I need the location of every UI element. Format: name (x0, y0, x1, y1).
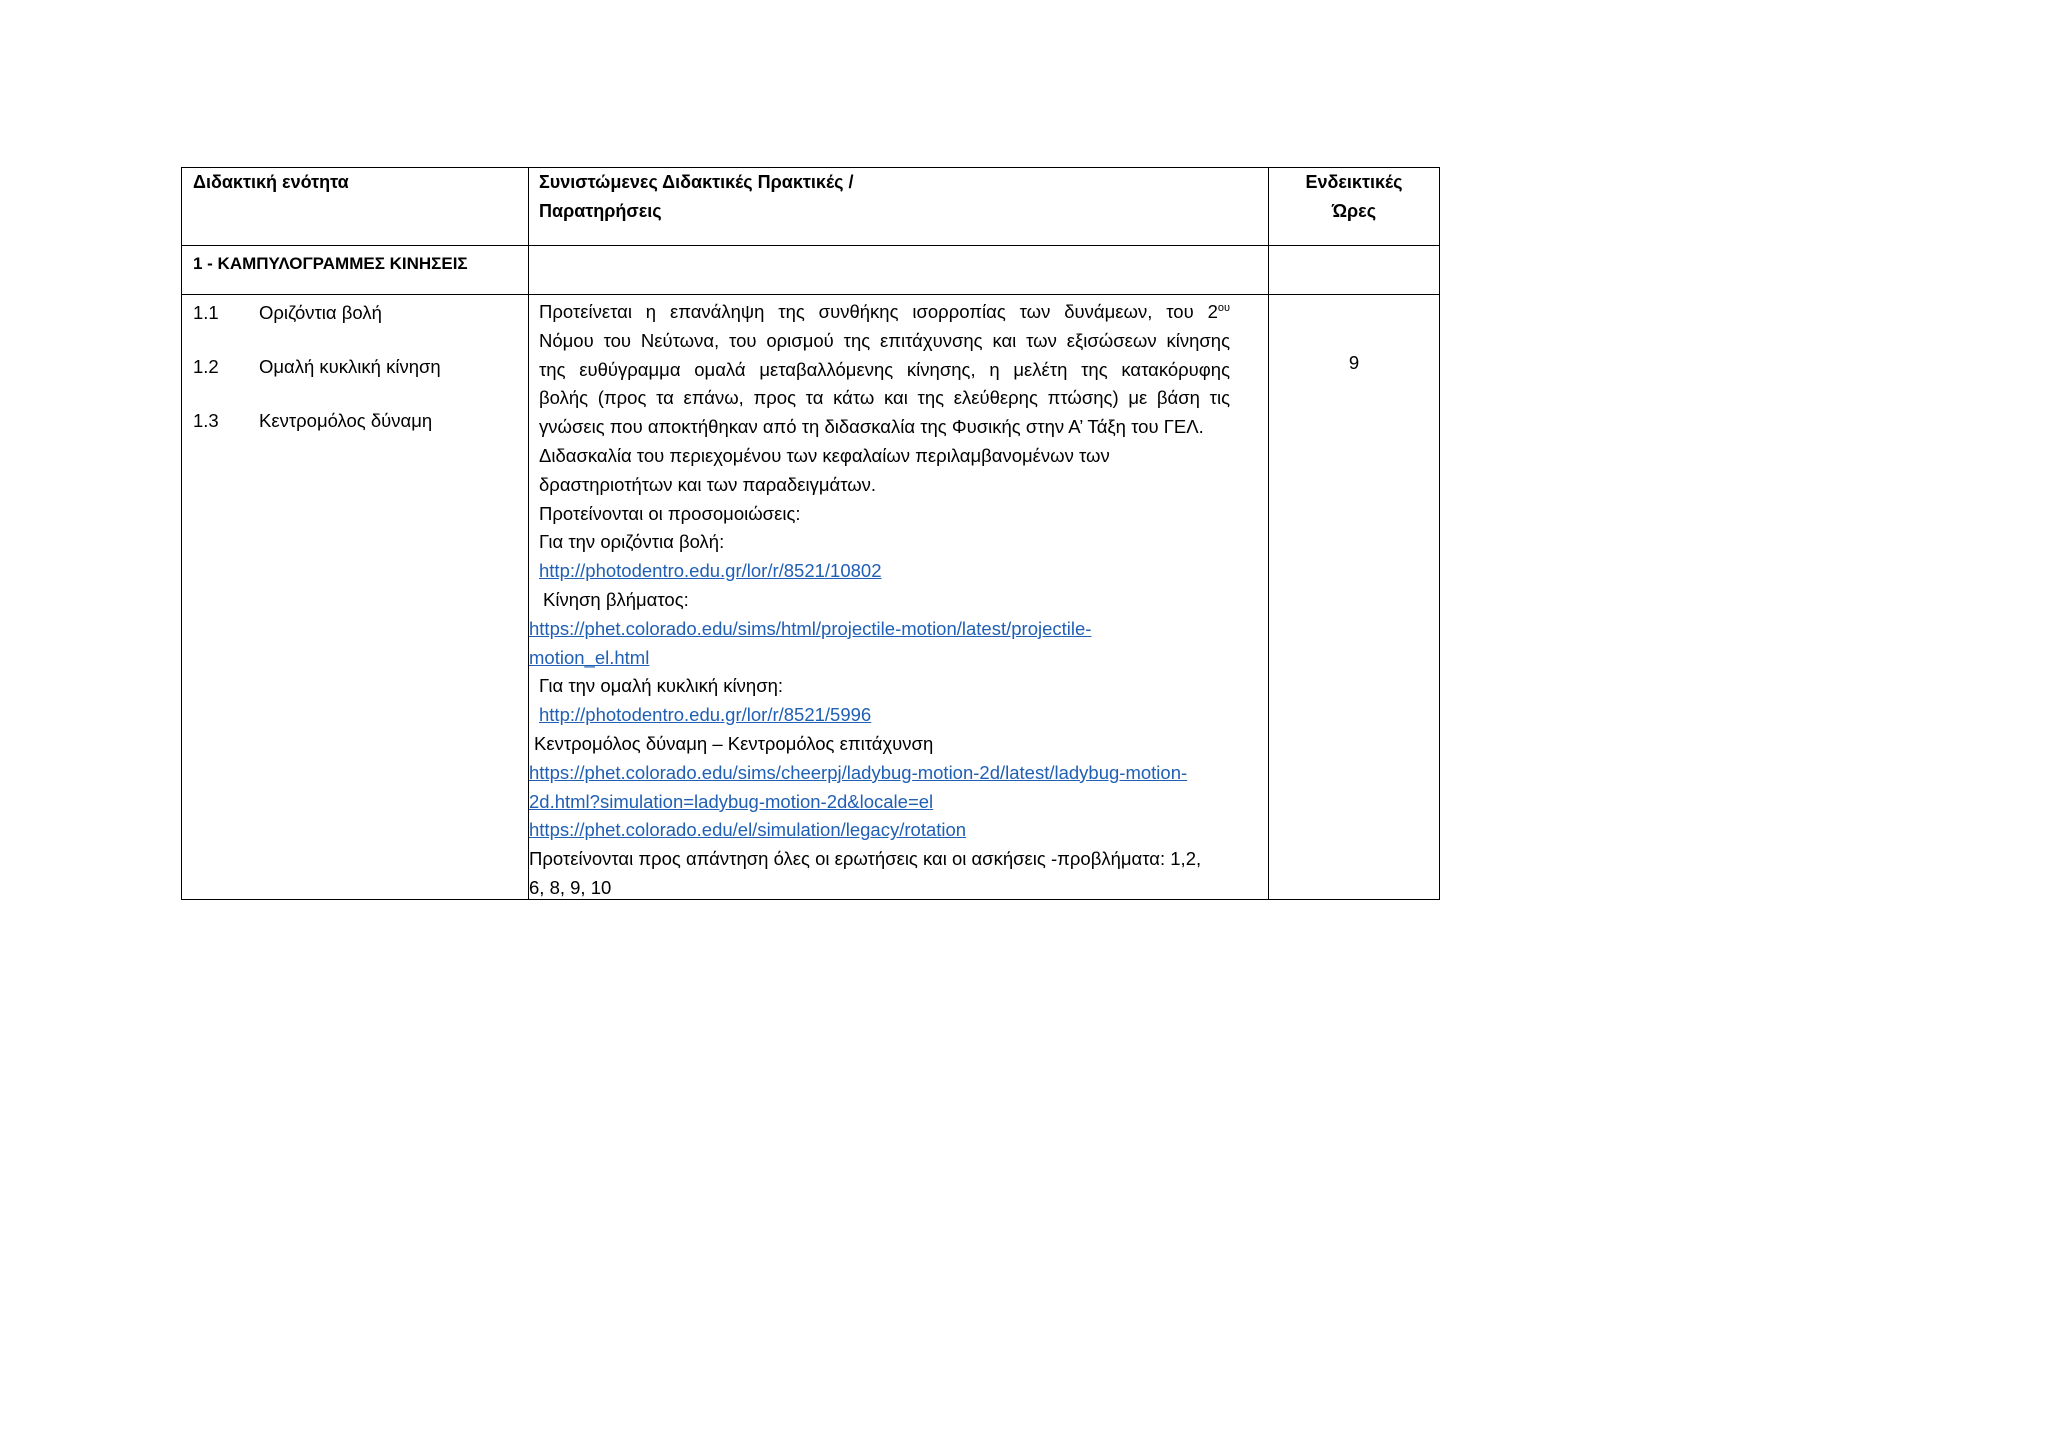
practices-paragraph-line: Νόμου του Νεύτωνα, του ορισμού της επιτάχυνσης και των εξισώσεων κίνησης (539, 329, 1230, 351)
header-unit-label: Διδακτική ενότητα (193, 172, 349, 192)
circular-motion-label: Για την ομαλή κυκλική κίνηση: (539, 675, 784, 697)
topic-number: 1.2 (193, 356, 219, 377)
topic-item (193, 298, 517, 327)
header-hours (1269, 168, 1439, 245)
topic-item (193, 406, 517, 435)
table-header-row (182, 168, 1439, 246)
practices-cell (529, 295, 1269, 899)
practices-paragraph-line (529, 298, 1230, 327)
section-empty-practices (529, 246, 1269, 294)
ladybug-link[interactable]: https://phet.colorado.edu/sims/cheerpj/ladybug-motion-2d/latest/ladybug-motion- (529, 761, 1188, 783)
centripetal-label: Κεντρομόλος δύναμη – Κεντρομόλος επιτάχυνση (534, 732, 934, 754)
rotation-link[interactable]: https://phet.colorado.edu/el/simulation/legacy/rotation (529, 819, 967, 841)
header-practices-line2: Παρατηρήσεις (539, 201, 662, 221)
projectile-link-cont[interactable]: motion_el.html (529, 646, 650, 668)
practices-text: Προτείνεται η επανάληψη της συνθήκης ισορροπίας των δυνάμεων, του 2 (539, 301, 1218, 322)
header-hours-line1: Ενδεικτικές (1305, 172, 1403, 192)
projectile-label: Κίνηση βλήματος: (543, 588, 689, 610)
header-hours-line2: Ώρες (1331, 201, 1377, 221)
section-title: 1 - ΚΑΜΠΥΛΟΓΡΑΜΜΕΣ ΚΙΝΗΣΕΙΣ (193, 254, 468, 273)
simulations-intro: Προτείνονται οι προσομοιώσεις: (539, 502, 801, 524)
section-title-cell (182, 246, 529, 294)
projectile-link[interactable]: https://phet.colorado.edu/sims/html/projectile-motion/latest/projectile- (529, 617, 1092, 639)
practices-paragraph-line: δραστηριοτήτων και των παραδειγμάτων. (539, 473, 877, 495)
practices-paragraph-line: Διδασκαλία του περιεχομένου των κεφαλαίων περιλαμβανομένων των (539, 444, 1110, 466)
exercises-text: Προτείνονται προς απάντηση όλες οι ερωτήσεις και οι ασκήσεις -προβλήματα: 1,2, (529, 848, 1202, 870)
practices-paragraph-line: της ευθύγραμμα ομαλά μεταβαλλόμενης κίνησης, η μελέτη της κατακόρυφης (539, 358, 1230, 380)
practices-paragraph-line: βολής (προς τα επάνω, προς τα κάτω και της ελεύθερης πτώσης) με βάση τις (539, 387, 1230, 409)
circular-motion-link[interactable]: http://photodentro.edu.gr/lor/r/8521/5996 (539, 704, 872, 726)
practices-paragraph-line: γνώσεις που αποκτήθηκαν από τη διδασκαλία της Φυσικής στην Α’ Τάξη του ΓΕΛ. (539, 416, 1204, 438)
section-empty-hours (1269, 246, 1439, 294)
topic-label: Κεντρομόλος δύναμη (259, 410, 433, 431)
exercises-text-cont: 6, 8, 9, 10 (529, 876, 612, 898)
ladybug-link-cont[interactable]: 2d.html?simulation=ladybug-motion-2d&locale=el (529, 790, 934, 812)
curriculum-table (181, 167, 1440, 900)
header-unit (182, 168, 529, 245)
horizontal-throw-label: Για την οριζόντια βολή: (539, 531, 725, 553)
table-row (182, 295, 1439, 899)
horizontal-throw-link[interactable]: http://photodentro.edu.gr/lor/r/8521/10802 (539, 560, 882, 582)
topic-item (193, 352, 517, 381)
hours-cell (1269, 295, 1439, 899)
header-practices (529, 168, 1269, 245)
header-practices-line1: Συνιστώμενες Διδακτικές Πρακτικές / (539, 172, 854, 192)
superscript: ου (1217, 302, 1230, 314)
topic-label: Οριζόντια βολή (259, 302, 382, 323)
topic-number: 1.3 (193, 410, 219, 431)
topic-number: 1.1 (193, 302, 219, 323)
topics-cell (182, 295, 529, 899)
topic-label: Ομαλή κυκλική κίνηση (259, 356, 441, 377)
hours-value: 9 (1348, 352, 1360, 373)
section-row (182, 246, 1439, 295)
